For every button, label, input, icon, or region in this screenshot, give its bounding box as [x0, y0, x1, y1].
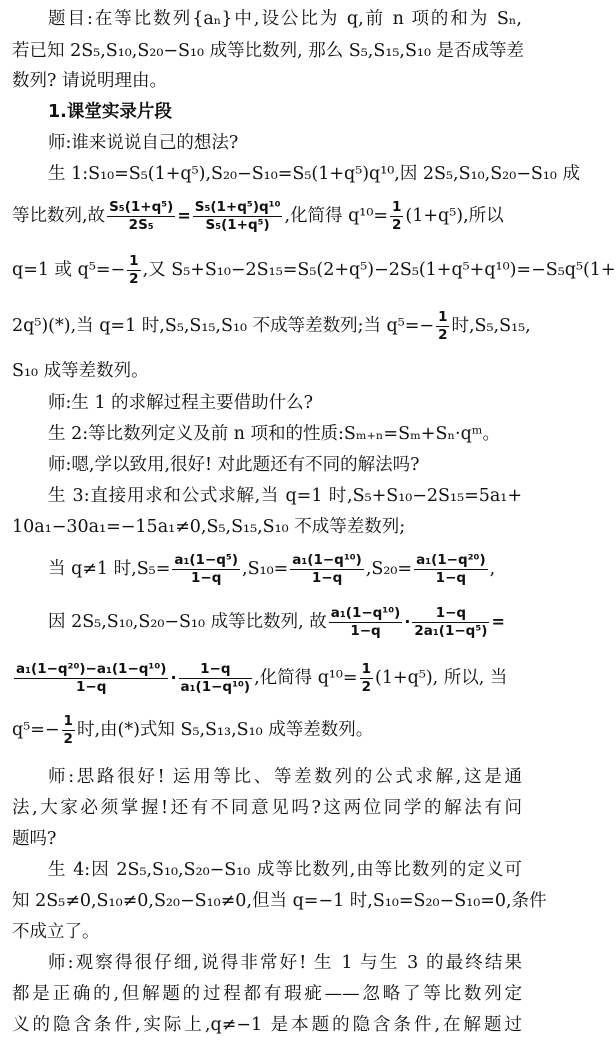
text-seg: 当 q≠1 时,S₅= — [48, 559, 171, 579]
teacher-line-4: 师:思路很好! 运用等比、等差数列的公式求解,这是通 — [48, 767, 522, 787]
fraction: $\frac{\text{S₅(1+q⁵)q¹⁰}}{\text{S₅(1+q⁵)}}$ — [194, 199, 281, 233]
fraction: $\frac{\text{a₁(1−q²⁰)}}{1-q}$ — [416, 552, 486, 586]
fraction: $\frac{1}{2}$ — [392, 199, 402, 233]
fraction: $\frac{1}{2}$ — [129, 253, 139, 287]
fraction: $\frac{1}{2}$ — [438, 309, 448, 343]
fraction: $\frac{1}{2}$ — [361, 661, 372, 695]
student3-line-3 — [48, 545, 495, 593]
teacher-line-3: 师:嗯,学以致用,很好! 对此题还有不同的解法吗? — [48, 455, 420, 475]
student3-line-1: 生 3:直接用求和公式求解,当 q=1 时,S₅+S₁₀−2S₁₅=5a₁+ — [48, 486, 522, 506]
fraction: $\frac{1-q}{\text{2a₁(1−q⁵)}}$ — [414, 605, 488, 639]
fraction: $\frac{\text{a₁(1−q⁵)}}{1-q}$ — [174, 552, 239, 586]
text-seg: 时,S₅,S₁₅, — [451, 316, 531, 336]
fraction: $\frac{\text{a₁(1−q²⁰)−a₁(1−q¹⁰)}}{1-q}$ — [16, 661, 167, 695]
student4-line-1: 生 4:因 2S₅,S₁₀,S₂₀−S₁₀ 成等比数列,由等比数列的定义可 — [48, 860, 522, 880]
text-seg: (1+q⁵), 所以, 当 — [375, 668, 508, 688]
student4-line-2: 知 2S₅≠0,S₁₀≠0,S₂₀−S₁₀≠0,但当 q=−1 时,S₁₀=S₂₀−S₁₀=0,条件 — [12, 891, 547, 911]
teacher-line-2: 师:生 1 的求解过程主要借助什么? — [48, 393, 314, 413]
text-seg: q=1 或 q⁵=− — [12, 260, 126, 280]
text-seg: ,化简得 q¹⁰= — [284, 206, 389, 226]
text-seg: 2q⁵)(*),当 q=1 时,S₅,S₁₅,S₁₀ 不成等差数列;当 q⁵=− — [12, 316, 435, 336]
student3-line-4: 因 2S₅,S₁₀,S₂₀−S₁₀ 成等比数列, 故 $\frac{\text{a₁(1−q¹⁰)}}{1-q}$ · $\frac{1-q}{\text{2a₁(1−q⁵)}}$ = — [48, 605, 505, 639]
problem-line-2: 若已知 2S₅,S₁₀,S₂₀−S₁₀ 成等比数列, 那么 S₅,S₁₅,S₁₀ 是否成等差 — [12, 41, 525, 61]
text-seg: , — [489, 559, 496, 579]
student3-line-6 — [12, 706, 373, 754]
student2-line: 生 2:等比数列定义及前 n 项和的性质:Sₘ₊ₙ=Sₘ+Sₙ·qᵐ。 — [48, 424, 501, 444]
fraction: $\frac{1-q}{\text{a₁(1−q¹⁰)}}$ — [180, 661, 251, 695]
teacher-line-1: 师:谁来说说自己的想法? — [48, 133, 239, 153]
problem-line-1: 题目:在等比数列{aₙ}中,设公比为 q,前 n 项的和为 Sₙ, — [48, 9, 522, 29]
fraction: $\frac{\text{a₁(1−q¹⁰)}}{1-q}$ — [330, 605, 401, 639]
text-seg: 因 2S₅,S₁₀,S₂₀−S₁₀ 成等比数列, 故 — [48, 612, 327, 632]
problem-line-3: 数列? 请说明理由。 — [12, 71, 167, 91]
student1-line-2: 等比数列,故 $\frac{\text{S₅(1+q⁵)}}{\text{2S₅}}$ = $\frac{\text{S₅(1+q⁵)q¹⁰}}{\text{S₅(1+q⁵)}}$ ,化简得 q¹⁰= $\frac{1}{2}$ (1+q⁵),所以 — [12, 199, 504, 233]
text-seg: ,化简得 q¹⁰= — [254, 668, 358, 688]
text-seg: ,又 S₅+S₁₀−2S₁₅=S₅(2+q⁵)−2S₅(1+q⁵+q¹⁰)=−S₅q⁵(1+ — [142, 260, 616, 280]
fraction: $\frac{\text{a₁(1−q¹⁰)}}{1-q}$ — [292, 552, 362, 586]
teacher-line-8: 都是正确的,但解题的过程都有瑕疵——忽略了等比数列定 — [12, 984, 522, 1004]
teacher-line-9: 义的隐含条件,实际上,q≠−1 是本题的隐含条件,在解题过 — [12, 1015, 522, 1035]
text-seg: ,S₁₀= — [242, 559, 289, 579]
student1-line-5: S₁₀ 成等差数列。 — [12, 361, 149, 381]
section-heading: 1.课堂实录片段 — [48, 102, 172, 122]
fraction: $\frac{\text{S₅(1+q⁵)}}{\text{2S₅}}$ — [109, 199, 174, 233]
text-seg: q⁵=− — [12, 720, 60, 740]
teacher-line-7: 师:观察得很仔细,说得非常好! 生 1 与生 3 的最终结果 — [48, 953, 522, 973]
text-seg: ,S₂₀= — [365, 559, 413, 579]
text-seg: (1+q⁵),所以 — [405, 206, 504, 226]
student3-line-2: 10a₁−30a₁=−15a₁≠0,S₅,S₁₅,S₁₀ 不成等差数列; — [12, 517, 406, 537]
text-seg: 等比数列,故 — [12, 206, 106, 226]
student1-line-1: 生 1:S₁₀=S₅(1+q⁵),S₂₀−S₁₀=S₅(1+q⁵)q¹⁰,因 2S₅,S₁₀,S₂₀−S₁₀ 成 — [48, 164, 580, 184]
student4-line-3: 不成立了。 — [12, 922, 100, 942]
student1-line-3 — [12, 246, 616, 294]
student1-line-4 — [12, 302, 531, 350]
teacher-line-6: 题吗? — [12, 829, 57, 849]
student3-line-5: $\frac{\text{a₁(1−q²⁰)−a₁(1−q¹⁰)}}{1-q}$ · $\frac{1-q}{\text{a₁(1−q¹⁰)}}$ ,化简得 q¹⁰= $\frac{1}{2}$ (1+q⁵), 所以, 当 — [16, 661, 508, 695]
fraction: $\frac{1}{2}$ — [63, 713, 73, 747]
teacher-line-5: 法,大家必须掌握!还有不同意见吗?这两位同学的解法有问 — [12, 798, 522, 818]
text-seg: 时,由(*)式知 S₅,S₁₃,S₁₀ 成等差数列。 — [76, 720, 374, 740]
